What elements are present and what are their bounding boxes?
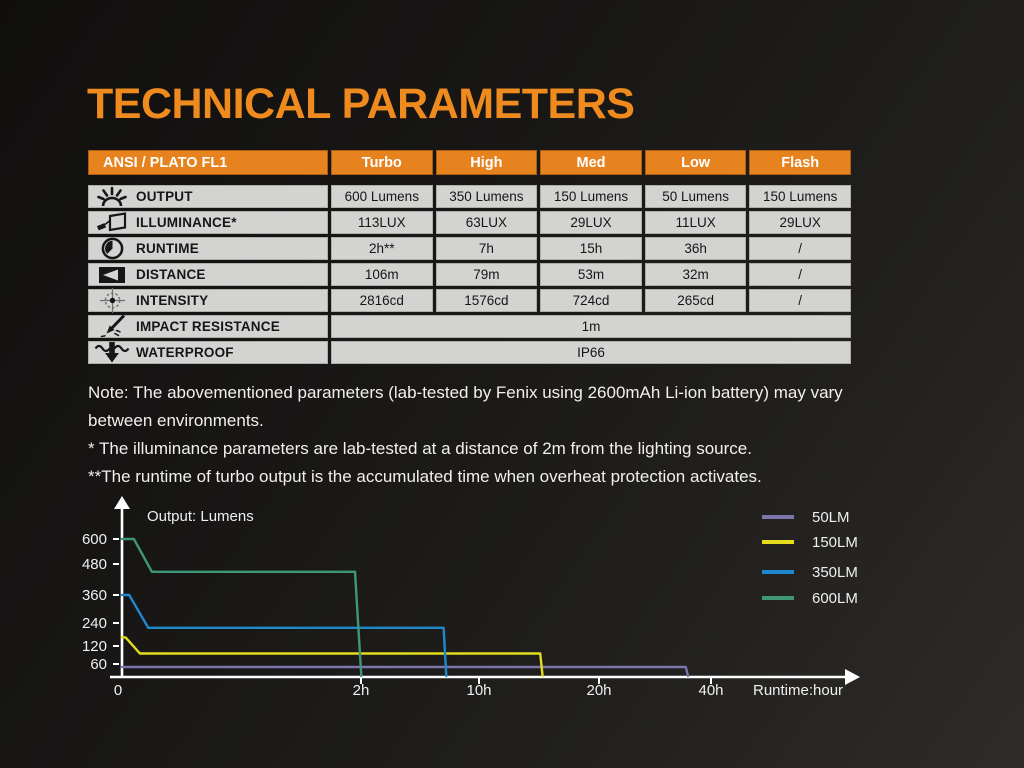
notes-block xyxy=(88,379,888,491)
note-battery: Note: The abovementioned parameters (lab-tested by Fenix using 2600mAh Li-ion battery) may vary between environments. xyxy=(88,383,843,430)
cell-runtime-med: 15h xyxy=(540,237,642,260)
y-axis-title: Output: Lumens xyxy=(147,508,254,525)
runtime-icon xyxy=(88,236,136,261)
x-tick-label: 0 xyxy=(113,682,123,699)
cell-intensity-low: 265cd xyxy=(645,289,747,312)
cell-illuminance-high: 63LUX xyxy=(436,211,538,234)
cell-distance-flash: / xyxy=(749,263,851,286)
distance-icon xyxy=(88,265,136,285)
header-cell-flash: Flash xyxy=(749,150,851,175)
cell-distance-turbo: 106m xyxy=(331,263,433,286)
cell-output-flash: 150 Lumens xyxy=(749,185,851,208)
impact-resistance-icon xyxy=(88,314,136,339)
cell-intensity-turbo: 2816cd xyxy=(331,289,433,312)
y-tick-label: 120 xyxy=(81,638,107,655)
header-cell-ansi-plato-fl1: ANSI / PLATO FL1 xyxy=(88,150,328,175)
y-tick-label: 60 xyxy=(90,656,107,673)
cell-illuminance-med: 29LUX xyxy=(540,211,642,234)
cell-runtime-flash: / xyxy=(749,237,851,260)
y-tick-label: 600 xyxy=(81,531,107,548)
legend-entry-600LM xyxy=(762,590,858,607)
row-label-text: RUNTIME xyxy=(136,241,199,256)
legend-entry-350LM xyxy=(762,564,858,581)
waterproof-icon xyxy=(88,341,136,364)
y-axis-arrow xyxy=(114,496,130,509)
row-label-waterproof xyxy=(88,341,328,364)
y-tick-label: 360 xyxy=(81,587,107,604)
cell-distance-med: 53m xyxy=(540,263,642,286)
parameters-table xyxy=(88,150,851,364)
row-label-text: ILLUMINANCE* xyxy=(136,215,237,230)
legend-entry-50LM xyxy=(762,509,850,526)
chart-axes xyxy=(110,502,847,677)
row-label-text: DISTANCE xyxy=(136,267,206,282)
legend-label: 150LM xyxy=(812,534,858,551)
row-label-runtime xyxy=(88,237,328,260)
row-label-text: WATERPROOF xyxy=(136,345,234,360)
cell-illuminance-flash: 29LUX xyxy=(749,211,851,234)
page-title: TECHNICAL PARAMETERS xyxy=(87,80,635,128)
note-illuminance: * The illuminance parameters are lab-tested at a distance of 2m from the lighting source. xyxy=(88,439,752,458)
cell-illuminance-low: 11LUX xyxy=(645,211,747,234)
row-label-intensity xyxy=(88,289,328,312)
intensity-icon xyxy=(88,287,136,314)
series-line-50LM xyxy=(122,667,688,676)
row-label-text: INTENSITY xyxy=(136,293,209,308)
output-icon xyxy=(88,186,136,208)
cell-output-high: 350 Lumens xyxy=(436,185,538,208)
note-runtime: **The runtime of turbo output is the accumulated time when overheat protection activates. xyxy=(88,467,762,486)
illuminance-icon xyxy=(88,212,136,234)
header-cell-med: Med xyxy=(540,150,642,175)
x-tick-label: 20h xyxy=(586,682,612,699)
x-axis-arrow xyxy=(845,669,860,685)
cell-distance-high: 79m xyxy=(436,263,538,286)
header-cell-turbo: Turbo xyxy=(331,150,433,175)
row-label-output xyxy=(88,185,328,208)
row-label-distance xyxy=(88,263,328,286)
parameters-grid xyxy=(88,150,851,364)
x-tick-label: 10h xyxy=(466,682,492,699)
y-tick-label: 240 xyxy=(81,615,107,632)
header-cell-low: Low xyxy=(645,150,747,175)
x-tick-label: 2h xyxy=(352,682,370,699)
y-tick-label: 480 xyxy=(81,556,107,573)
runtime-chart xyxy=(0,495,1024,720)
row-label-impact-resistance xyxy=(88,315,328,338)
series-line-350LM xyxy=(122,595,446,676)
legend-entry-150LM xyxy=(762,534,858,551)
cell-runtime-turbo: 2h** xyxy=(331,237,433,260)
cell-output-low: 50 Lumens xyxy=(645,185,747,208)
row-label-text: IMPACT RESISTANCE xyxy=(136,319,280,334)
cell-intensity-high: 1576cd xyxy=(436,289,538,312)
row-label-text: OUTPUT xyxy=(136,189,193,204)
legend-label: 50LM xyxy=(812,509,850,526)
header-cell-high: High xyxy=(436,150,538,175)
cell-output-turbo: 600 Lumens xyxy=(331,185,433,208)
cell-runtime-low: 36h xyxy=(645,237,747,260)
row-label-illuminance xyxy=(88,211,328,234)
cell-illuminance-turbo: 113LUX xyxy=(331,211,433,234)
cell-distance-low: 32m xyxy=(645,263,747,286)
series-line-600LM xyxy=(122,539,361,676)
series-line-150LM xyxy=(122,637,543,676)
legend-label: 350LM xyxy=(812,564,858,581)
cell-intensity-med: 724cd xyxy=(540,289,642,312)
header-body-gap xyxy=(88,178,851,182)
cell-runtime-high: 7h xyxy=(436,237,538,260)
x-axis-title: Runtime:hour xyxy=(753,682,844,699)
cell-waterproof-value: IP66 xyxy=(331,341,851,364)
cell-impact-resistance-value: 1m xyxy=(331,315,851,338)
x-tick-label: 40h xyxy=(698,682,724,699)
cell-intensity-flash: / xyxy=(749,289,851,312)
cell-output-med: 150 Lumens xyxy=(540,185,642,208)
legend-label: 600LM xyxy=(812,590,858,607)
